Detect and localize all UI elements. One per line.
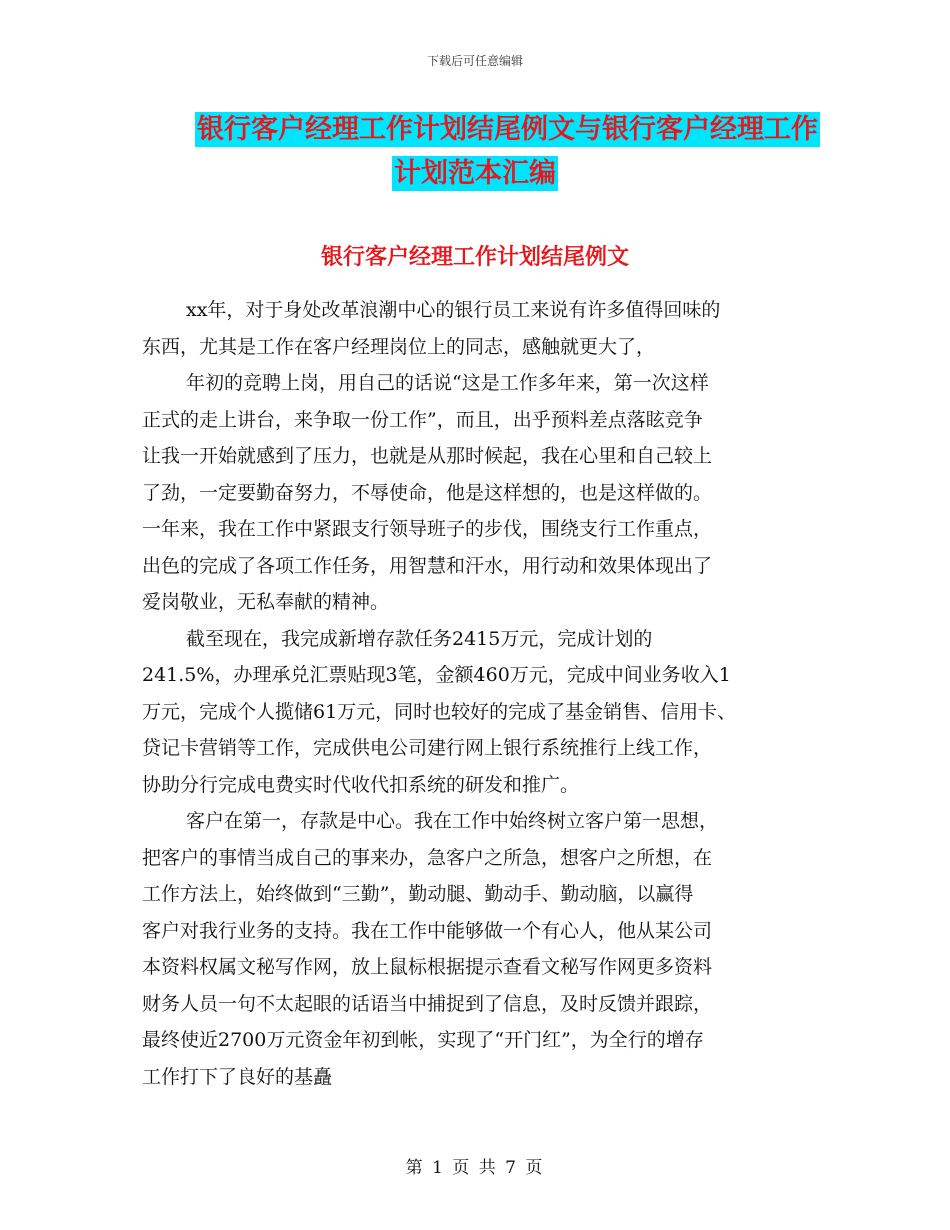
body-line: 截至现在，我完成新增存款任务2415万元，完成计划的 [186, 627, 653, 650]
body-line: 241.5%，办理承兑汇票贴现3笔，金额460万元，完成中间业务收入1 [142, 664, 731, 686]
body-line: 协助分行完成电费实时代收代扣系统的研发和推广。 [142, 773, 580, 796]
body-line: 客户对我行业务的支持。我在工作中能够做一个有心人，他从某公司 [142, 919, 713, 942]
body-line: 爱岗敬业，无私奉献的精神。 [142, 591, 390, 613]
body-line: 一年来，我在工作中紧跟支行领导班子的步伐，围绕支行工作重点， [142, 518, 713, 540]
body-line: 让我一开始就感到了压力，也就是从那时候起，我在心里和自己较上 [142, 445, 713, 467]
body-line: 财务人员一句不太起眼的话语当中捕捉到了信息，及时反馈并跟踪， [142, 992, 713, 1015]
document-body [142, 292, 822, 1095]
header-note: 下载后可任意编辑 [426, 54, 523, 68]
body-line: 东西，尤其是工作在客户经理岗位上的同志，感触就更大了， [142, 335, 656, 358]
body-line: xx年，对于身处改革浪潮中心的银行员工来说有许多值得回味的 [186, 299, 721, 321]
body-line: 年初的竞聘上岗，用自己的话说“这是工作多年来，第一次这样 [186, 372, 709, 394]
body-line: 工作打下了良好的基矗 [142, 1065, 333, 1088]
body-line: 了劲，一定要勤奋努力，不辱使命，他是这样想的，也是这样做的。 [142, 481, 713, 504]
body-line: 正式的走上讲台，来争取一份工作”，而且，出乎预料差点落眩竞争 [142, 408, 703, 431]
title-line-2: 计划范本汇编 [394, 158, 556, 189]
body-line: 本资料权属文秘写作网，放上鼠标根据提示查看文秘写作网更多资料 [142, 956, 713, 978]
body-line: 把客户的事情当成自己的事来办，急客户之所急，想客户之所想，在 [142, 846, 713, 869]
body-line: 出色的完成了各项工作任务，用智慧和汗水，用行动和效果体现出了 [142, 554, 713, 577]
body-line: 客户在第一，存款是中心。我在工作中始终树立客户第一思想， [186, 810, 719, 832]
body-line: 工作方法上，始终做到“三勤”，勤动腿、勤动手、勤动脑，以赢得 [142, 883, 694, 905]
section-title: 银行客户经理工作计划结尾例文 [320, 245, 629, 270]
body-line: 贷记卡营销等工作，完成供电公司建行网上银行系统推行上线工作， [142, 737, 713, 759]
title-line-1: 银行客户经理工作计划结尾例文与银行客户经理工作 [197, 114, 818, 145]
body-line: 万元，完成个人揽储61万元，同时也较好的完成了基金销售、信用卡、 [142, 700, 737, 723]
page-footer: 第 1 页 共 7 页 [405, 1158, 545, 1178]
body-line: 最终使近2700万元资金年初到帐，实现了“开门红”，为全行的增存 [142, 1029, 704, 1051]
